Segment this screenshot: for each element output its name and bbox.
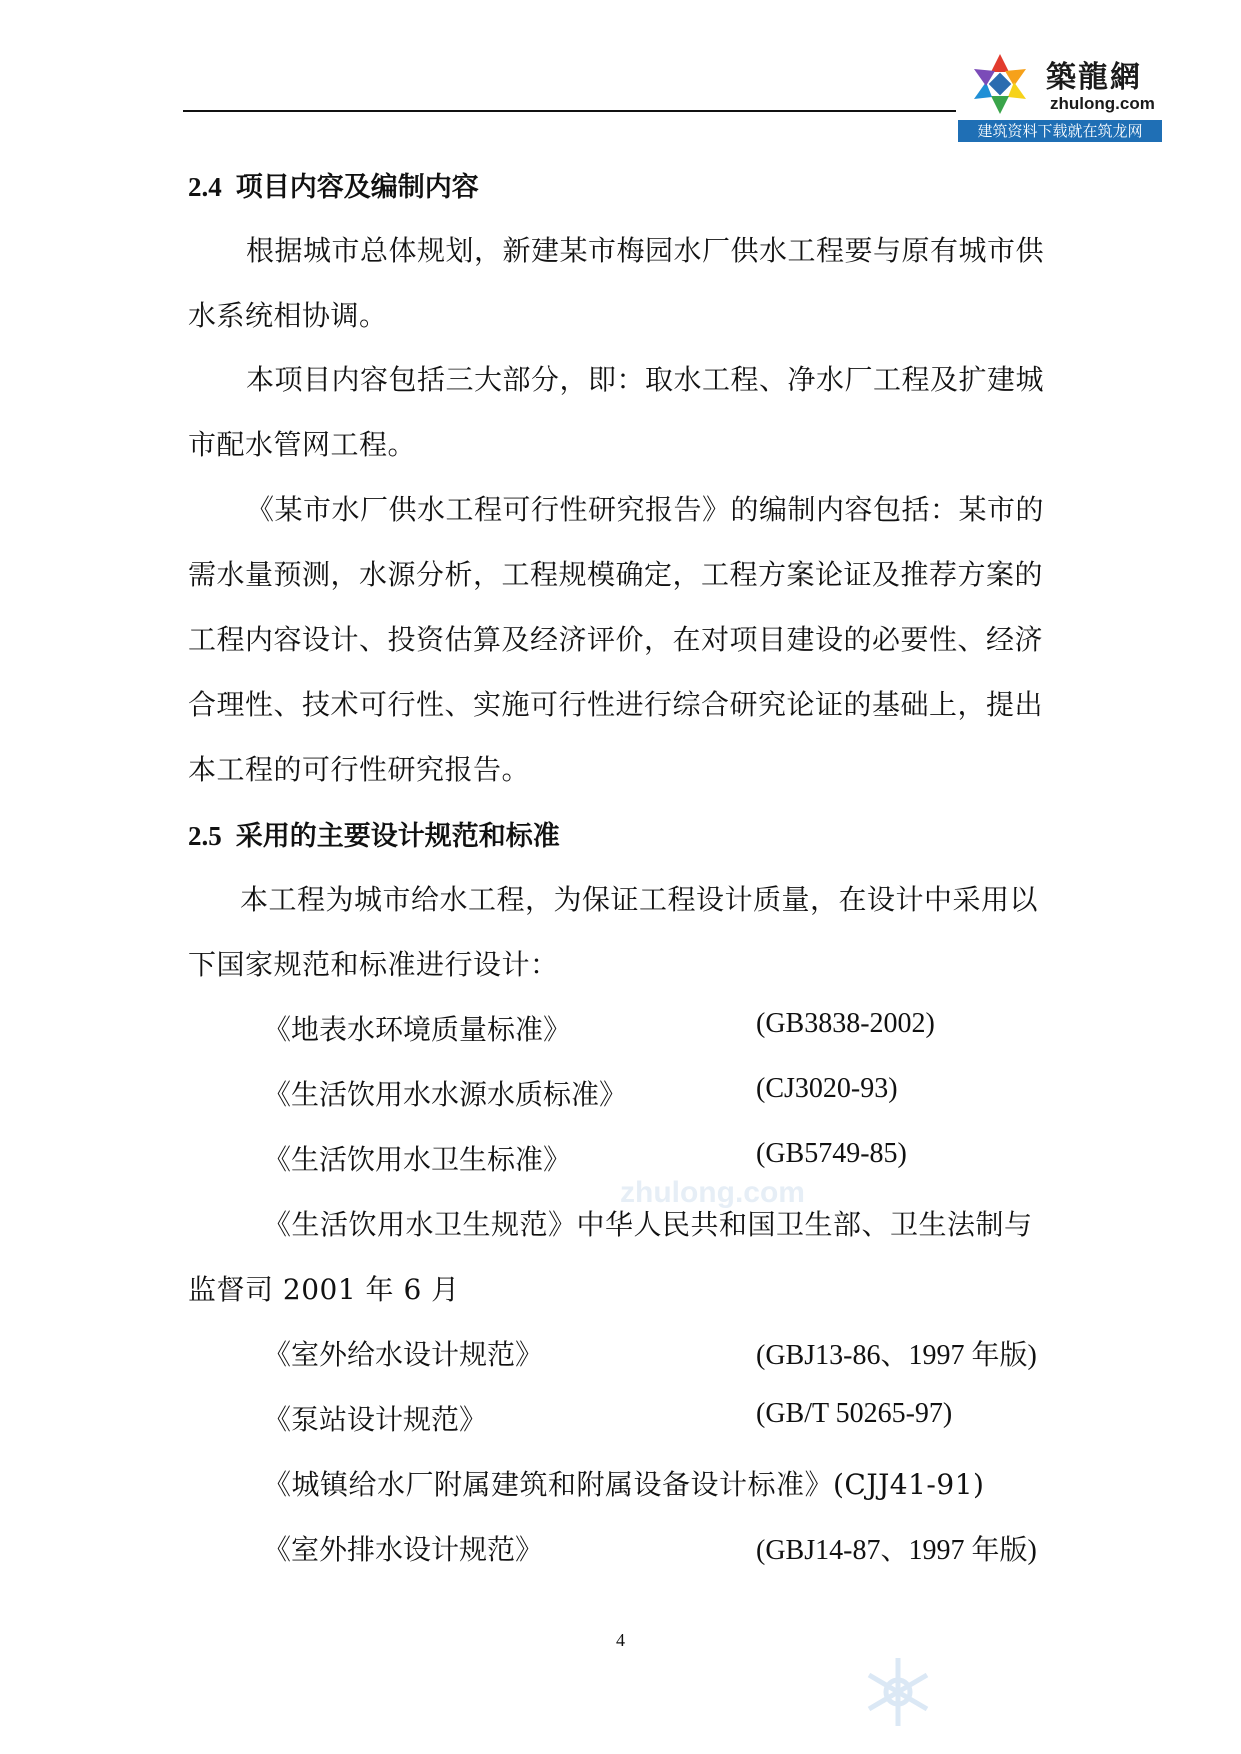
standard-code: (GB/T 50265-97) xyxy=(756,1398,953,1429)
standard-name: 《地表水环境质量标准》 xyxy=(263,1013,572,1046)
standard-name: 《泵站设计规范》 xyxy=(263,1403,488,1436)
paragraph-line: 本工程为城市给水工程，为保证工程设计质量，在设计中采用以 xyxy=(240,883,1039,916)
standard-code: (GBJ14-87、1997 年版) xyxy=(756,1535,1037,1566)
paragraph-line: 下国家规范和标准进行设计： xyxy=(188,948,559,981)
standard-line: 《城镇给水厂附属建筑和附属设备设计标准》(CJJ41-91) xyxy=(263,1468,985,1501)
paragraph-line: 本工程的可行性研究报告。 xyxy=(188,753,531,786)
paragraph-line: 水系统相协调。 xyxy=(188,299,388,332)
watermark: zhulong.com xyxy=(620,1176,805,1209)
logo-emblem-icon xyxy=(962,48,1038,118)
paragraph-line: 《生活饮用水卫生规范》中华人民共和国卫生部、卫生法制与 xyxy=(263,1208,1033,1241)
standard-name: 《生活饮用水水源水质标准》 xyxy=(263,1078,628,1111)
section-heading xyxy=(188,165,479,204)
paragraph-line: 《某市水厂供水工程可行性研究报告》的编制内容包括：某市的 xyxy=(246,493,1045,526)
standard-code: (GBJ13-86、1997 年版) xyxy=(756,1340,1037,1371)
paragraph-line: 市配水管网工程。 xyxy=(188,428,417,461)
paragraph-line: 工程内容设计、投资估算及经济评价，在对项目建设的必要性、经济 xyxy=(188,623,1044,656)
section-number: 2.5 xyxy=(188,821,222,851)
standard-name: 《生活饮用水卫生标准》 xyxy=(263,1143,572,1176)
standard-code: (GB3838-2002) xyxy=(756,1008,935,1039)
section-number: 2.4 xyxy=(188,172,222,202)
standard-name: 《室外排水设计规范》 xyxy=(263,1533,544,1566)
paragraph-line: 本项目内容包括三大部分，即：取水工程、净水厂工程及扩建城 xyxy=(246,363,1045,396)
logo-url: zhulong.com xyxy=(1050,94,1155,113)
logo-banner: 建筑资料下载就在筑龙网 xyxy=(958,120,1162,142)
site-logo xyxy=(958,44,1164,144)
paragraph-line: 需水量预测，水源分析，工程规模确定，工程方案论证及推荐方案的 xyxy=(188,558,1044,591)
standard-code: (CJ3020-93) xyxy=(756,1073,898,1104)
section-title: 采用的主要设计规范和标准 xyxy=(235,821,560,852)
section-heading xyxy=(188,814,560,853)
paragraph-line: 合理性、技术可行性、实施可行性进行综合研究论证的基础上，提出 xyxy=(188,688,1044,721)
header-rule xyxy=(183,110,956,112)
section-title: 项目内容及编制内容 xyxy=(235,172,479,203)
paragraph-line: 监督司 2001 年 6 月 xyxy=(188,1273,460,1306)
snowflake-watermark-icon xyxy=(858,1652,938,1732)
standard-name: 《室外给水设计规范》 xyxy=(263,1338,544,1371)
page-number: 4 xyxy=(616,1630,625,1650)
logo-chinese-name: 築龍網 xyxy=(1046,60,1142,95)
standard-code: (GB5749-85) xyxy=(756,1138,907,1169)
paragraph-line: 根据城市总体规划，新建某市梅园水厂供水工程要与原有城市供 xyxy=(246,234,1045,267)
